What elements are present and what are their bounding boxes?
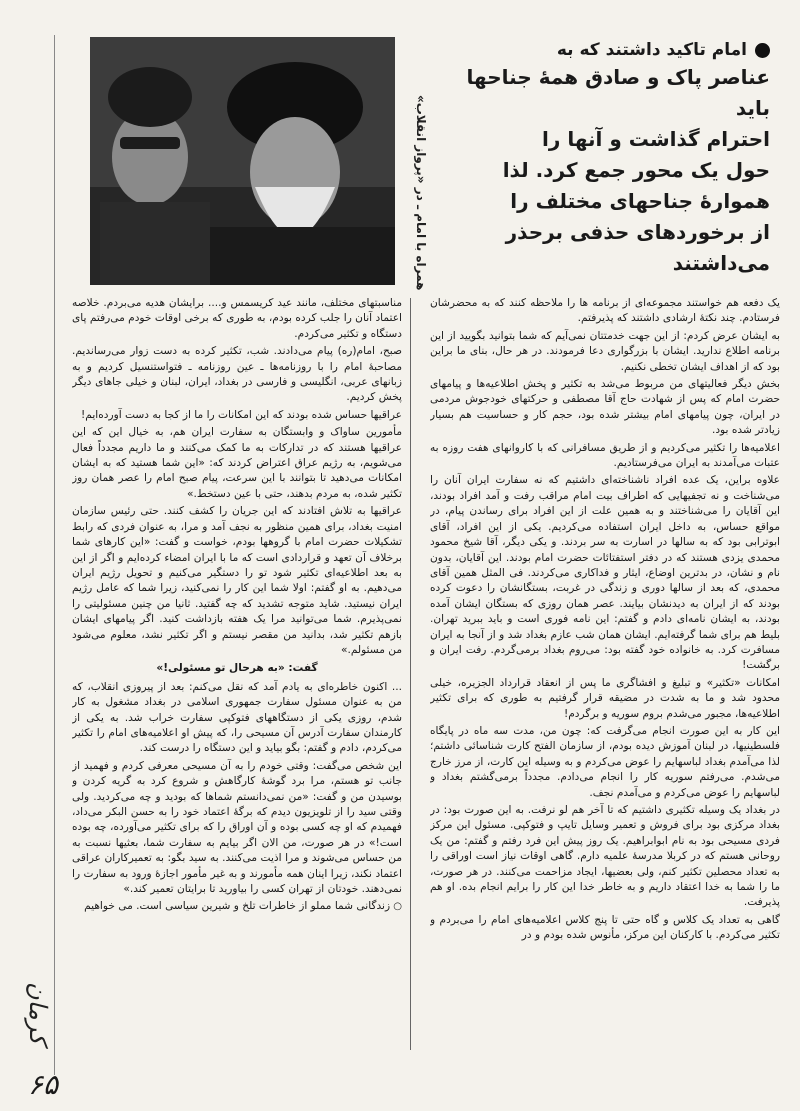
pull-quote-line: احترام گذاشت و آنها را (542, 127, 770, 151)
paragraph: مناسبتهای مختلف، مانند عید کریسمس و.... برایشان هدیه می‌بردم. خلاصه اعتماد آنان را جلب کرده بودم، به طوری که برخی اوقات خودم می‌رفتم پای دستگاه و تکثیر می‌کردم. (72, 297, 402, 340)
paragraph: عراقیها به تلاش افتادند که این جریان را کشف کنند. حتی رئیس سازمان امنیت بغداد، برای همین منظور به نجف آمد و مرا، به عنوان فردی که رابط تشکیلات حضرت امام با گروهها بودم، خواست و گفت: «این کارهای شما برخلاف آن تعهد و قراردادی است که ما با ایران امضاء کرده‌ایم و اگر از این به بعد اطلاعیه‌ای تکثیر شود تو را دستگیر می‌کنیم و تحویل رژیم ایران می‌دهیم. به او گفتم: اولا شما این کار را نمی‌کنید، زیرا شما که عامل رژیم ایران نیستید. شاید متوجه تشدید که چه گفتید. ثانیا من چنین مسئولیتی را نمی‌پذیرم. شما می‌توانید مرا یک هفته بازداشت کنید. اگر پیامهای ایشان بازهم تکثیر شد، بدانید من مقصر نیستم و اگر تکثیر نشد، معلوم می‌شود من مسئولم.» (72, 505, 402, 656)
paragraph: این کار به این صورت انجام می‌گرفت که: چون من، مدت سه ماه در پایگاه فلسطینیها، در لبنان آموزش دیده بودم، از سازمان الفتح کارت شناسائی داشتم؛ لذا می‌آمدم بغداد لباسهایم را عوض می‌کردم و به وسیله این کارت، از مرز خارج می‌شدم. می‌رفتم سوریه کار را انجام می‌دادم. مجدداً برمی‌گشتم بغداد و لباسهایم را عوض می‌کردم و می‌آمدم نجف. (430, 724, 780, 799)
photo-caption: همراه با امام ـ در «پرواز انقلاب» (414, 94, 428, 290)
photo-illustration (90, 37, 395, 285)
pull-quote-line: امام تاکید داشتند که به (556, 40, 747, 60)
paragraph: اعلامیه‌ها را تکثیر می‌کردیم و از طریق مسافرانی که با کاروانهای هفت روزه به عتبات می‌آمدند به ایران می‌فرستادیم. (430, 441, 780, 470)
paragraph: ... اکنون خاطره‌ای به یادم آمد که نقل می‌کنم: بعد از پیروزی انقلاب، که من به عنوان مسئول سفارت جمهوری اسلامی در بغداد مشغول به کار شدم، روزی یکی از دستگاههای فتوکپی سفارت خراب شد. به یکی از کارمندان سفارت آدرس آن مسیحی را، که پیش او اعلامیه‌های امام را تکثیر می‌کردم، دادم و گفتم: بگو بیاید و این دستگاه را درست کند. (72, 680, 402, 755)
photo (90, 37, 395, 285)
page-number: ۶۵ (28, 1068, 59, 1101)
paragraph: مأمورین ساواک و وابستگان به سفارت ایران هم، به خیال این که این عراقیها هستند که در تدارکات به ما کمک می‌کنند و ما داریم مجدداً فعال می‌شویم، به رژیم عراق اعتراض کردند که: «این شما هستید که به ایشان امکانات می‌دهید تا بتوانند با این سرعت، پیام صبح امام را عصر همان روز تکثیر شده، به مردم بدهند، حتی با عین دستخط.» (72, 426, 402, 500)
pull-quote-line: حول یک محور جمع کرد. لذا (502, 158, 770, 182)
paragraph: در بغداد یک وسیله تکثیری داشتیم که تا آخر هم لو نرفت. به این صورت بود: در بغداد مرکزی بود برای فروش و تعمیر وسایل تایپ و فتوکپی. مسئول این مرکز فردی مسیحی بود به نام ابوابراهیم. یک روز پیش این فرد رفتم و گفتم: من یک روحانی هستم که در کربلا مدرسهٔ علمیه دارم. گاهی اوقات نیاز است اوراقی را به تعداد محصلین تکثیر کنم، ولی بعضیها، ایجاد مزاحمت می‌کنند. در هر صورت، ما را شما به خدا اعتقاد داریم و به خاطر خدا این کار را برایم انجام بده. او هم پذیرفت. (430, 804, 780, 909)
pull-quote-line: عناصر پاک و صادق همهٔ جناحها باید (466, 65, 770, 120)
paragraph: گاهی به تعداد یک کلاس و گاه حتی تا پنج کلاس اعلامیه‌های امام را می‌بردم و تکثیر می‌کردم. با کارکنان این مرکز، مأنوس شده بودم و در (430, 913, 780, 942)
quote-subhead: گفت: «به هرحال تو مسئولی!» (156, 662, 318, 675)
bullet-icon (755, 43, 770, 58)
paragraph: علاوه براین، یک عده افراد ناشناخته‌ای داشتیم که نه سفارت ایران آنان را می‌شناخت و نه تجفیهایی که اطراف بیت امام مراقب رفت و آمد افراد بودند، این آقایان را می‌شناختند و به همین علت از این افراد برای رساندن پیام، در مواقع حساس، به داخل ایران استفاده می‌کردیم. یکی از این افراد، آقای ابوترابی بود که به سالها در اسارت به سر بردند. و یکی دیگر، آقا شیخ محمود محمدی یزدی هستند که در دفتر استفتائات حضرت امام بودند. این آقایان، بدون نام و نشان، در بدترین اوضاع، ایثار و فداکاری می‌کردند. فی المثل همین آقای محمدی، که بعد از سالها دوری و زندگی در غربت، بستگانشان را دعوت کرده بودند که از ایران به دیدنشان بیایند. عصر همان روزی که بستگان ایشان آمده بودند، به ایشان نامه‌ای دادم و گفتم: این نامه فوری است و باید ببرید تهران. بلیط هم برای شما گرفته‌ایم. ایشان همان شب عازم بغداد شد و از آنجا به ایران مسافرت کرد. به خانواده خود گفته بود: می‌روم بغداد برمی‌گردم. رفت ایران و برگشت! (430, 474, 780, 672)
question-line (72, 899, 402, 914)
pull-quote-line: از برخوردهای حذفی برحذر می‌داشتند (505, 220, 770, 275)
paragraph: صبح، امام(ره) پیام می‌دادند. شب، تکثیر کرده به دست زوار می‌رساندیم. مصاحبهٔ امام را با روزنامه‌ها ـ عین روزنامه ـ فتواستنسیل کردیم و به زبانهای عربی، انگلیسی و فارسی در بغداد، ایران، لبنان و خیلی جاهای دیگر پخش کردیم. (72, 345, 402, 404)
paragraph: این شخص می‌گفت: وقتی خودم را به آن مسیحی معرفی کردم و فهمید از جانب تو هستم، مرا برد گوشهٔ کارگاهش و شروع کرد به گریه کردن و بوسیدن من و گفت: «من نمی‌دانستم شماها که بودید و چه می‌کردید. ولی وقتی سید را از تلویزیون دیدم که برگهٔ اعتماد خود را به حسن البکر می‌داد، فهمیدم که او چه کسی بوده و آن اوراق را که برای تکثیر می‌آورده، چه بوده است!» در هر صورت، من الان اگر بیایم به سفارت شما، بعثیها نسبت به من حساس می‌شوند و مرا اذیت می‌کنند. به سید بگو: به تعمیرکاران عراقی اعتماد نکند، زیرا اینان همه مأمورند و به غیر مأمور اجازهٔ ورود به سفارت را نمی‌دهند. خودتان از تهران کسی را بیاورید تا برایتان تعمیر کند.» (72, 759, 402, 896)
pull-quote (440, 38, 770, 275)
paragraph: امکانات «تکثیر» و تبلیغ و افشاگری ما پس از انعقاد قرارداد الجزیره، خیلی محدود شد و ما به شدت در مضیقه قرار گرفتیم به طوری که برای تکثیر اطلاعیه‌ها، مجبور می‌شدم بروم سوریه و برگردم! (430, 676, 780, 720)
paragraph: یک دفعه هم خواستند مجموعه‌ای از برنامه ها را ملاحظه کنند که به محضرشان فرستادم. چند نکتهٔ ارشادی داشتند که پذیرفتم. (430, 297, 780, 325)
right-column (430, 296, 780, 1056)
paragraph: عراقیها حساس شده بودند که این امکانات را ما از کجا به دست آورده‌ایم! (81, 408, 402, 421)
column-divider (410, 298, 411, 1050)
pull-quote-line: هموارهٔ جناحهای مختلف را (510, 189, 770, 213)
question-marker-icon: ○ (390, 901, 402, 913)
paragraph: به ایشان عرض کردم: از این جهت خدمتتان نمی‌آیم که شما بتوانید بگویید از این برنامه اطلاع ندارید. ایشان با بزرگواری دعا فرمودند. در هر حال، بنای ما براین بود که از اهداف ایشان تخطی نکنیم. (430, 329, 780, 373)
paragraph: بخش دیگر فعالیتهای من مربوط می‌شد به تکثیر و پخش اطلاعیه‌ها و پیامهای حضرت امام که پس از شهادت حاج آقا مصطفی و حرکتهای خودجوش مردمی در ایران، چون پیامهای امام بیشتر شده بود، حجم کار و حساسیت هم بسیار زیادتر شده بود. (430, 378, 780, 437)
magazine-logo: کرمان (24, 982, 52, 1045)
left-column (72, 296, 402, 1056)
margin-rule (54, 35, 55, 1075)
question-text: زندگانی شما مملو از خاطرات تلخ و شیرین سیاسی است. می خواهیم (84, 900, 391, 913)
